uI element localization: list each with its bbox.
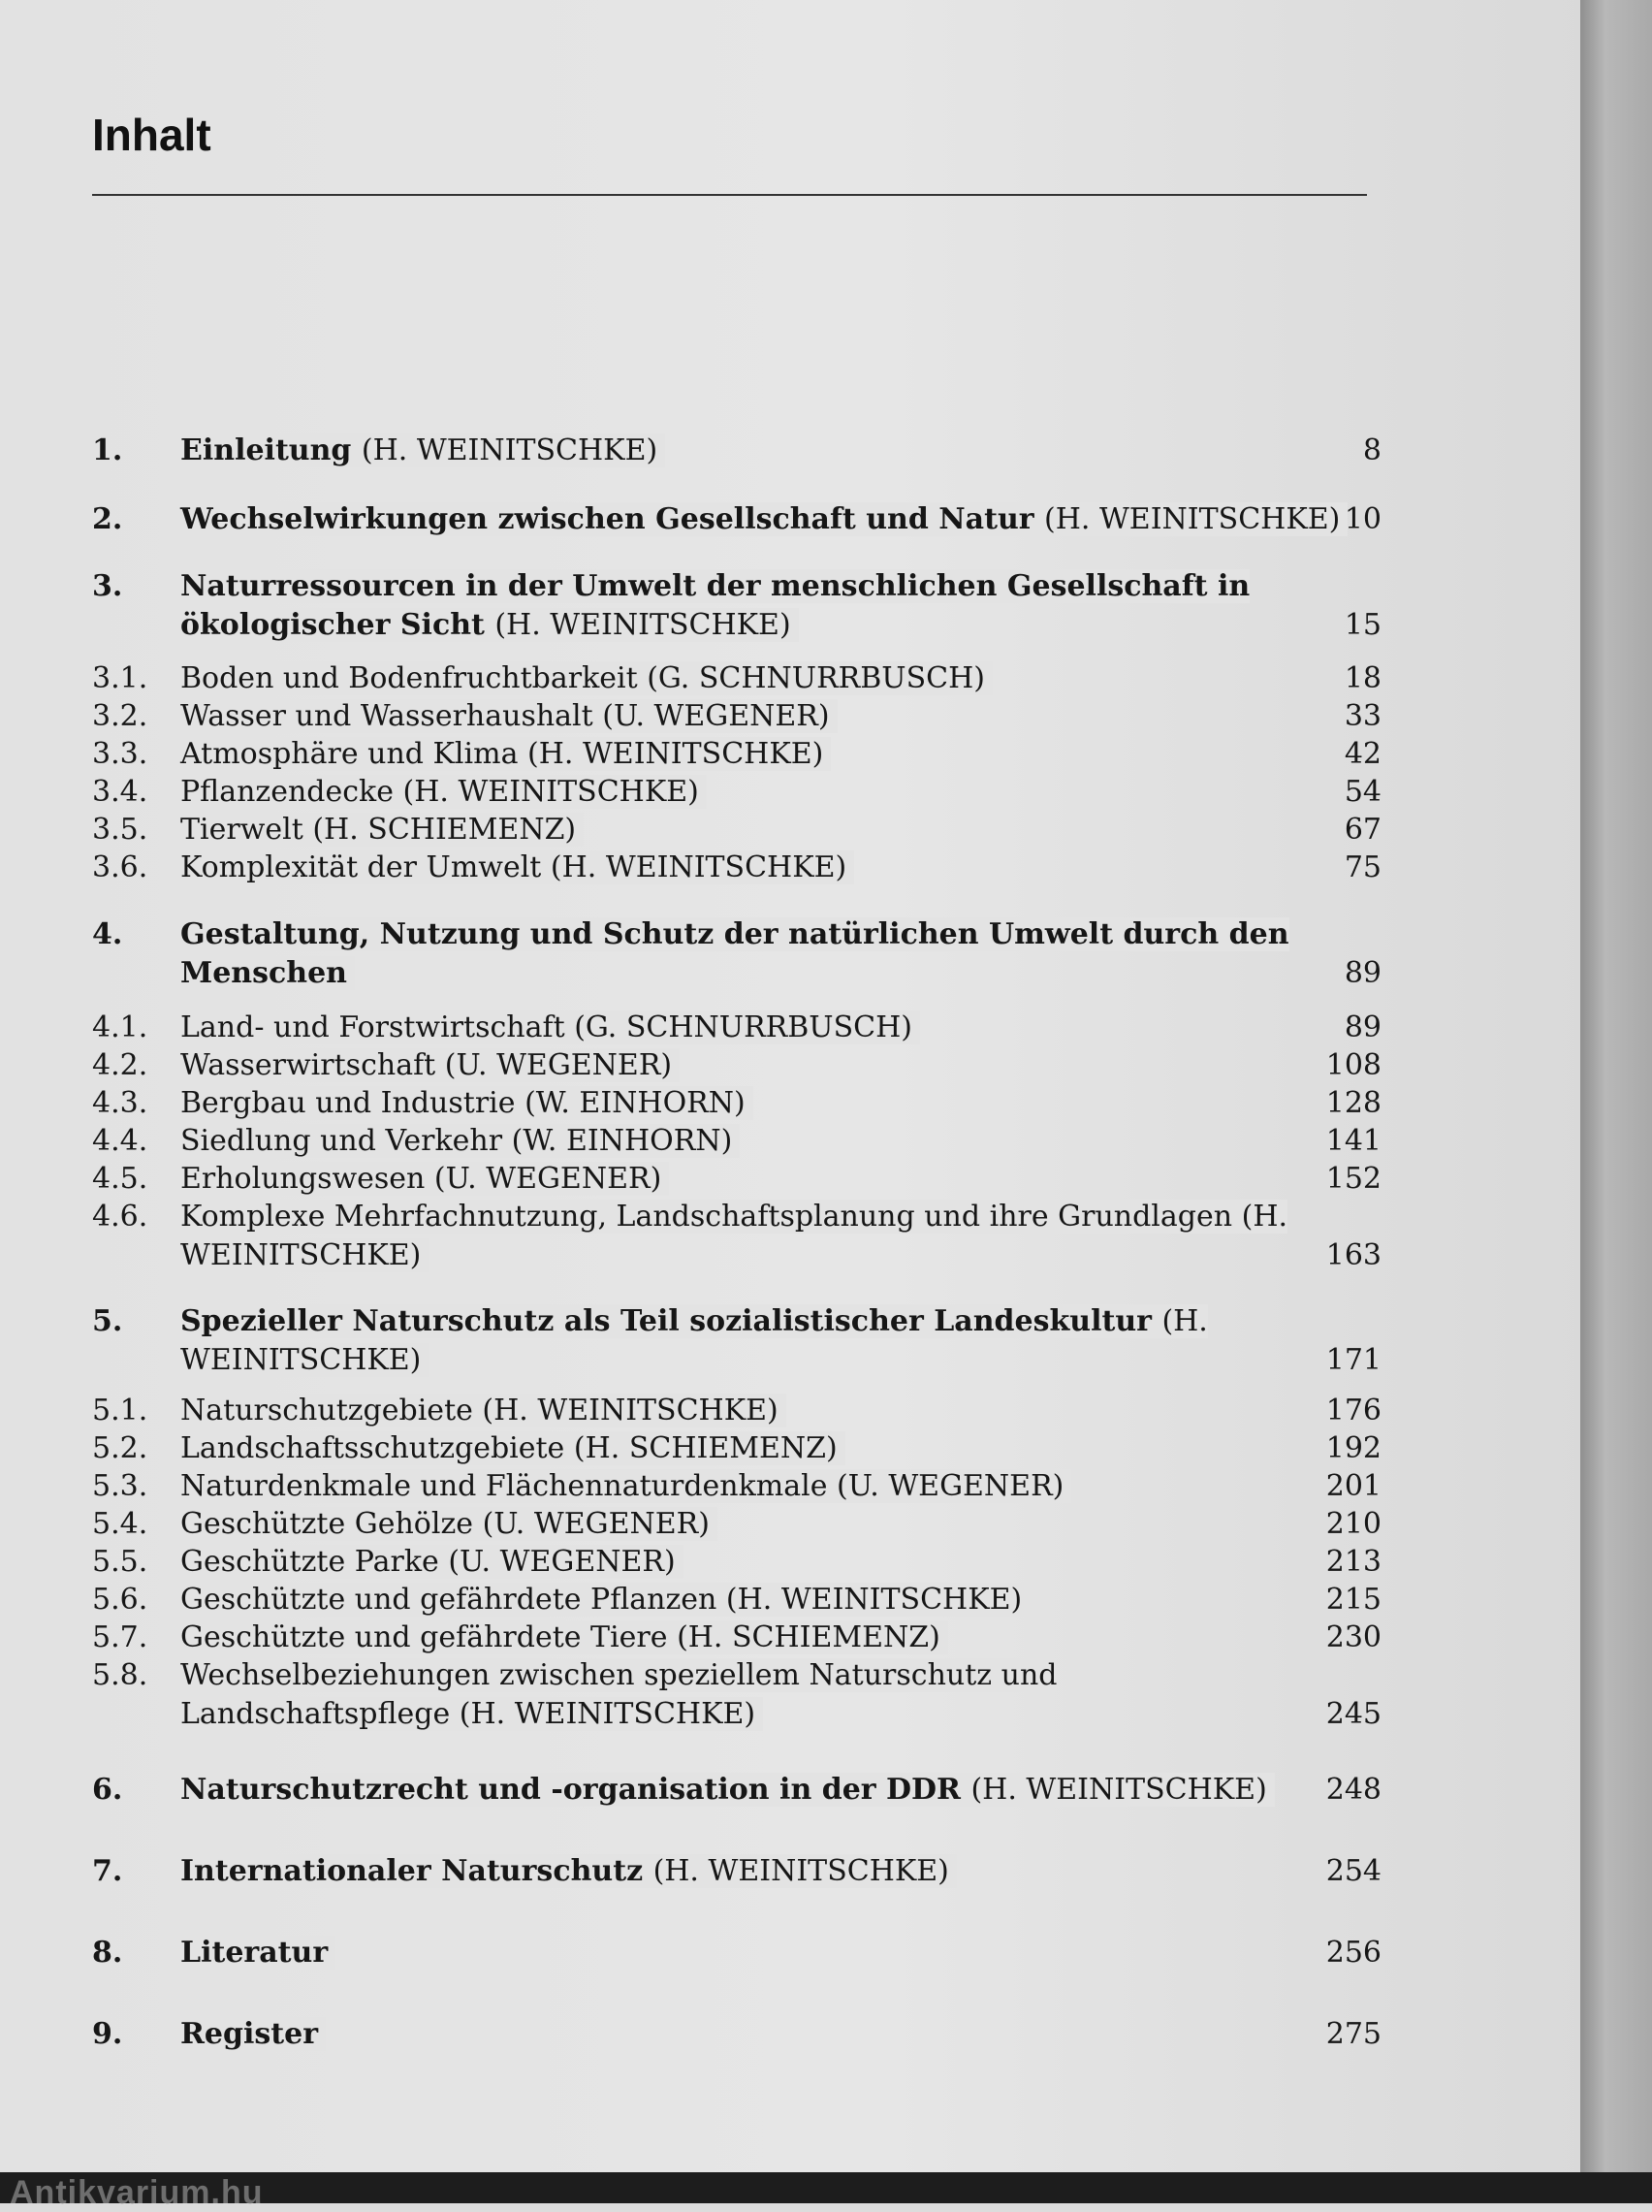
entry-title: Siedlung und Verkehr	[180, 1124, 503, 1158]
toc-entry[interactable]	[0, 2015, 1652, 2054]
toc-entry[interactable]	[0, 1467, 1652, 1506]
entry-title: Landschaftsschutzgebiete	[180, 1431, 565, 1465]
entry-number: 5.2.	[92, 1431, 148, 1465]
entry-number: 7.	[92, 1854, 123, 1888]
entry-number: 4.3.	[92, 1086, 148, 1120]
toc-entry[interactable]	[0, 1771, 1652, 1810]
toc-entry[interactable]	[0, 1122, 1652, 1161]
entry-author: (G. SCHNURRBUSCH)	[574, 1010, 912, 1044]
toc-entry[interactable]	[0, 849, 1652, 887]
entry-number: 5.7.	[92, 1620, 148, 1654]
entry-author: (U. WEGENER)	[837, 1469, 1064, 1503]
entry-number: 8.	[92, 1936, 123, 1970]
entry-title: Wechselbeziehungen zwischen speziellem Naturschutz und Landschaftspflege	[180, 1658, 1058, 1731]
entry-page: 42	[1344, 737, 1382, 771]
toc-entry[interactable]	[0, 1009, 1652, 1047]
entry-author: (H. SCHIEMENZ)	[573, 1431, 838, 1465]
toc-entry[interactable]	[0, 1046, 1652, 1085]
entry-title: Wechselwirkungen zwischen Gesellschaft und Natur	[180, 502, 1034, 536]
entry-author: (G. SCHNURRBUSCH)	[647, 661, 985, 695]
entry-title: Boden und Bodenfruchtbarkeit	[180, 661, 638, 695]
entry-author: (H. WEINITSCHKE)	[361, 433, 658, 467]
entry-page: 176	[1325, 1394, 1382, 1427]
entry-page: 108	[1325, 1048, 1382, 1082]
entry-page: 75	[1344, 850, 1382, 884]
entry-number: 9.	[92, 2017, 123, 2051]
entry-page: 230	[1325, 1620, 1382, 1654]
entry-title: Register	[180, 2017, 319, 2051]
entry-author: (H. WEINITSCHKE)	[180, 1304, 1208, 1377]
entry-number: 3.2.	[92, 699, 148, 733]
entry-title: Spezieller Naturschutz als Teil sozialistischer Landeskultur	[180, 1304, 1152, 1338]
entry-author: (W. EINHORN)	[524, 1086, 746, 1120]
entry-title: Wasserwirtschaft	[180, 1048, 436, 1082]
entry-title: Atmosphäre und Klima	[180, 737, 519, 771]
entry-author: (H. WEINITSCHKE)	[482, 1394, 778, 1427]
toc-entry[interactable]	[0, 811, 1652, 850]
entry-number: 3.3.	[92, 737, 148, 771]
entry-page: 201	[1325, 1469, 1382, 1503]
toc-entry[interactable]	[0, 1505, 1652, 1544]
entry-page: 256	[1325, 1936, 1382, 1970]
toc-entry[interactable]	[0, 1656, 1652, 1731]
entry-page: 141	[1325, 1124, 1382, 1158]
entry-author: (U. WEGENER)	[444, 1048, 673, 1082]
entry-page: 18	[1344, 661, 1382, 695]
toc-entry[interactable]	[0, 567, 1652, 642]
entry-title: Gestaltung, Nutzung und Schutz der natürlichen Umwelt durch den Menschen	[180, 917, 1289, 990]
entry-author: (U. WEGENER)	[602, 699, 830, 733]
entry-page: 192	[1325, 1431, 1382, 1465]
entry-page: 163	[1325, 1238, 1382, 1272]
entry-page: 8	[1362, 433, 1382, 467]
entry-title: Geschützte Gehölze	[180, 1507, 474, 1541]
entry-author: (H. WEINITSCHKE)	[725, 1583, 1023, 1617]
entry-page: 89	[1344, 956, 1382, 990]
entry-author: (H. WEINITSCHKE)	[494, 608, 791, 642]
entry-title: Naturschutzgebiete	[180, 1394, 473, 1427]
entry-number: 5.	[92, 1304, 123, 1338]
entry-page: 248	[1325, 1773, 1382, 1807]
watermark: Antikvarium.hu	[10, 2174, 264, 2211]
entry-page: 213	[1325, 1545, 1382, 1579]
entry-title: Bergbau und Industrie	[180, 1086, 516, 1120]
entry-author: (H. WEINITSCHKE)	[527, 737, 824, 771]
entry-author: (H. WEINITSCHKE)	[652, 1854, 949, 1888]
entry-title: Naturressourcen in der Umwelt der menschlichen Gesellschaft in ökologischer Sicht	[180, 569, 1251, 642]
entry-number: 3.4.	[92, 775, 148, 809]
entry-number: 5.4.	[92, 1507, 148, 1541]
entry-number: 4.5.	[92, 1162, 148, 1196]
entry-number: 2.	[92, 502, 123, 536]
toc-entry[interactable]	[0, 1160, 1652, 1199]
toc-entry[interactable]	[0, 915, 1652, 990]
entry-title: Land- und Forstwirtschaft	[180, 1010, 565, 1044]
entry-author: (H. SCHIEMENZ)	[312, 813, 577, 847]
entry-number: 5.5.	[92, 1545, 148, 1579]
entry-page: 15	[1344, 608, 1382, 642]
toc-entry[interactable]	[0, 500, 1652, 539]
entry-number: 4.2.	[92, 1048, 148, 1082]
entry-author: (H. SCHIEMENZ)	[677, 1620, 940, 1654]
entry-page: 171	[1325, 1343, 1382, 1377]
toc-entry[interactable]	[0, 1543, 1652, 1582]
entry-title: Internationaler Naturschutz	[180, 1854, 644, 1888]
entry-author: (H. WEINITSCHKE)	[180, 1200, 1288, 1272]
entry-page: 89	[1344, 1010, 1382, 1044]
entry-number: 4.1.	[92, 1010, 148, 1044]
toc-entry[interactable]	[0, 1934, 1652, 1972]
entry-page: 67	[1344, 813, 1382, 847]
entry-number: 6.	[92, 1773, 123, 1807]
entry-number: 5.1.	[92, 1394, 148, 1427]
toc-entry[interactable]	[0, 659, 1652, 698]
entry-title: Geschützte und gefährdete Tiere	[180, 1620, 668, 1654]
toc-entry[interactable]	[0, 1392, 1652, 1430]
toc-entry[interactable]	[0, 1198, 1652, 1272]
toc-entry[interactable]	[0, 1852, 1652, 1891]
entry-page: 210	[1325, 1507, 1382, 1541]
entry-number: 4.6.	[92, 1200, 148, 1234]
entry-title: Wasser und Wasserhaushalt	[180, 699, 593, 733]
entry-page: 10	[1344, 502, 1382, 536]
entry-number: 3.1.	[92, 661, 148, 695]
entry-title: Tierwelt	[180, 813, 303, 847]
toc-entry[interactable]	[0, 1581, 1652, 1619]
entry-number: 3.	[92, 569, 123, 603]
entry-title: Geschützte und gefährdete Pflanzen	[180, 1583, 717, 1617]
entry-page: 275	[1325, 2017, 1382, 2051]
toc-entry[interactable]	[0, 432, 1652, 470]
entry-title: Komplexe Mehrfachnutzung, Landschaftsplanung und ihre Grundlagen	[180, 1200, 1233, 1234]
entry-title: Naturdenkmale und Flächennaturdenkmale	[180, 1469, 828, 1503]
entry-number: 4.	[92, 917, 123, 951]
toc-entry[interactable]	[0, 1429, 1652, 1468]
entry-number: 5.6.	[92, 1583, 148, 1617]
entry-page: 54	[1344, 775, 1382, 809]
entry-page: 254	[1325, 1854, 1382, 1888]
toc-entry[interactable]	[0, 697, 1652, 736]
entry-author: (H. WEINITSCHKE)	[459, 1697, 756, 1731]
entry-title: Erholungswesen	[180, 1162, 426, 1196]
toc-entry[interactable]	[0, 1619, 1652, 1657]
toc-entry[interactable]	[0, 1084, 1652, 1123]
entry-title: Geschützte Parke	[180, 1545, 439, 1579]
entry-author: (U. WEGENER)	[482, 1507, 710, 1541]
entry-author: (H. WEINITSCHKE)	[1044, 502, 1341, 536]
entry-page: 128	[1325, 1086, 1382, 1120]
toc-entry[interactable]	[0, 735, 1652, 774]
entry-author: (U. WEGENER)	[433, 1162, 662, 1196]
entry-title: Komplexität der Umwelt	[180, 850, 542, 884]
entry-number: 5.8.	[92, 1658, 148, 1692]
toc-entry[interactable]	[0, 773, 1652, 812]
entry-title: Naturschutzrecht und -organisation in der DDR	[180, 1773, 961, 1807]
entry-title: Pflanzendecke	[180, 775, 394, 809]
entry-page: 152	[1325, 1162, 1382, 1196]
entry-author: (W. EINHORN)	[511, 1124, 733, 1158]
entry-page: 33	[1344, 699, 1382, 733]
entry-author: (U. WEGENER)	[448, 1545, 676, 1579]
entry-number: 4.4.	[92, 1124, 148, 1158]
entry-number: 5.3.	[92, 1469, 148, 1503]
entry-author: (H. WEINITSCHKE)	[550, 850, 847, 884]
entry-number: 3.6.	[92, 850, 148, 884]
entry-page: 245	[1325, 1697, 1382, 1731]
page-title: Inhalt	[92, 110, 211, 160]
entry-title: Literatur	[180, 1936, 329, 1970]
entry-number: 3.5.	[92, 813, 148, 847]
entry-author: (H. WEINITSCHKE)	[970, 1773, 1267, 1807]
entry-number: 1.	[92, 433, 123, 467]
entry-author: (H. WEINITSCHKE)	[402, 775, 699, 809]
entry-page: 215	[1325, 1583, 1382, 1617]
toc-entry[interactable]	[0, 1302, 1652, 1377]
entry-title: Einleitung	[180, 433, 352, 467]
